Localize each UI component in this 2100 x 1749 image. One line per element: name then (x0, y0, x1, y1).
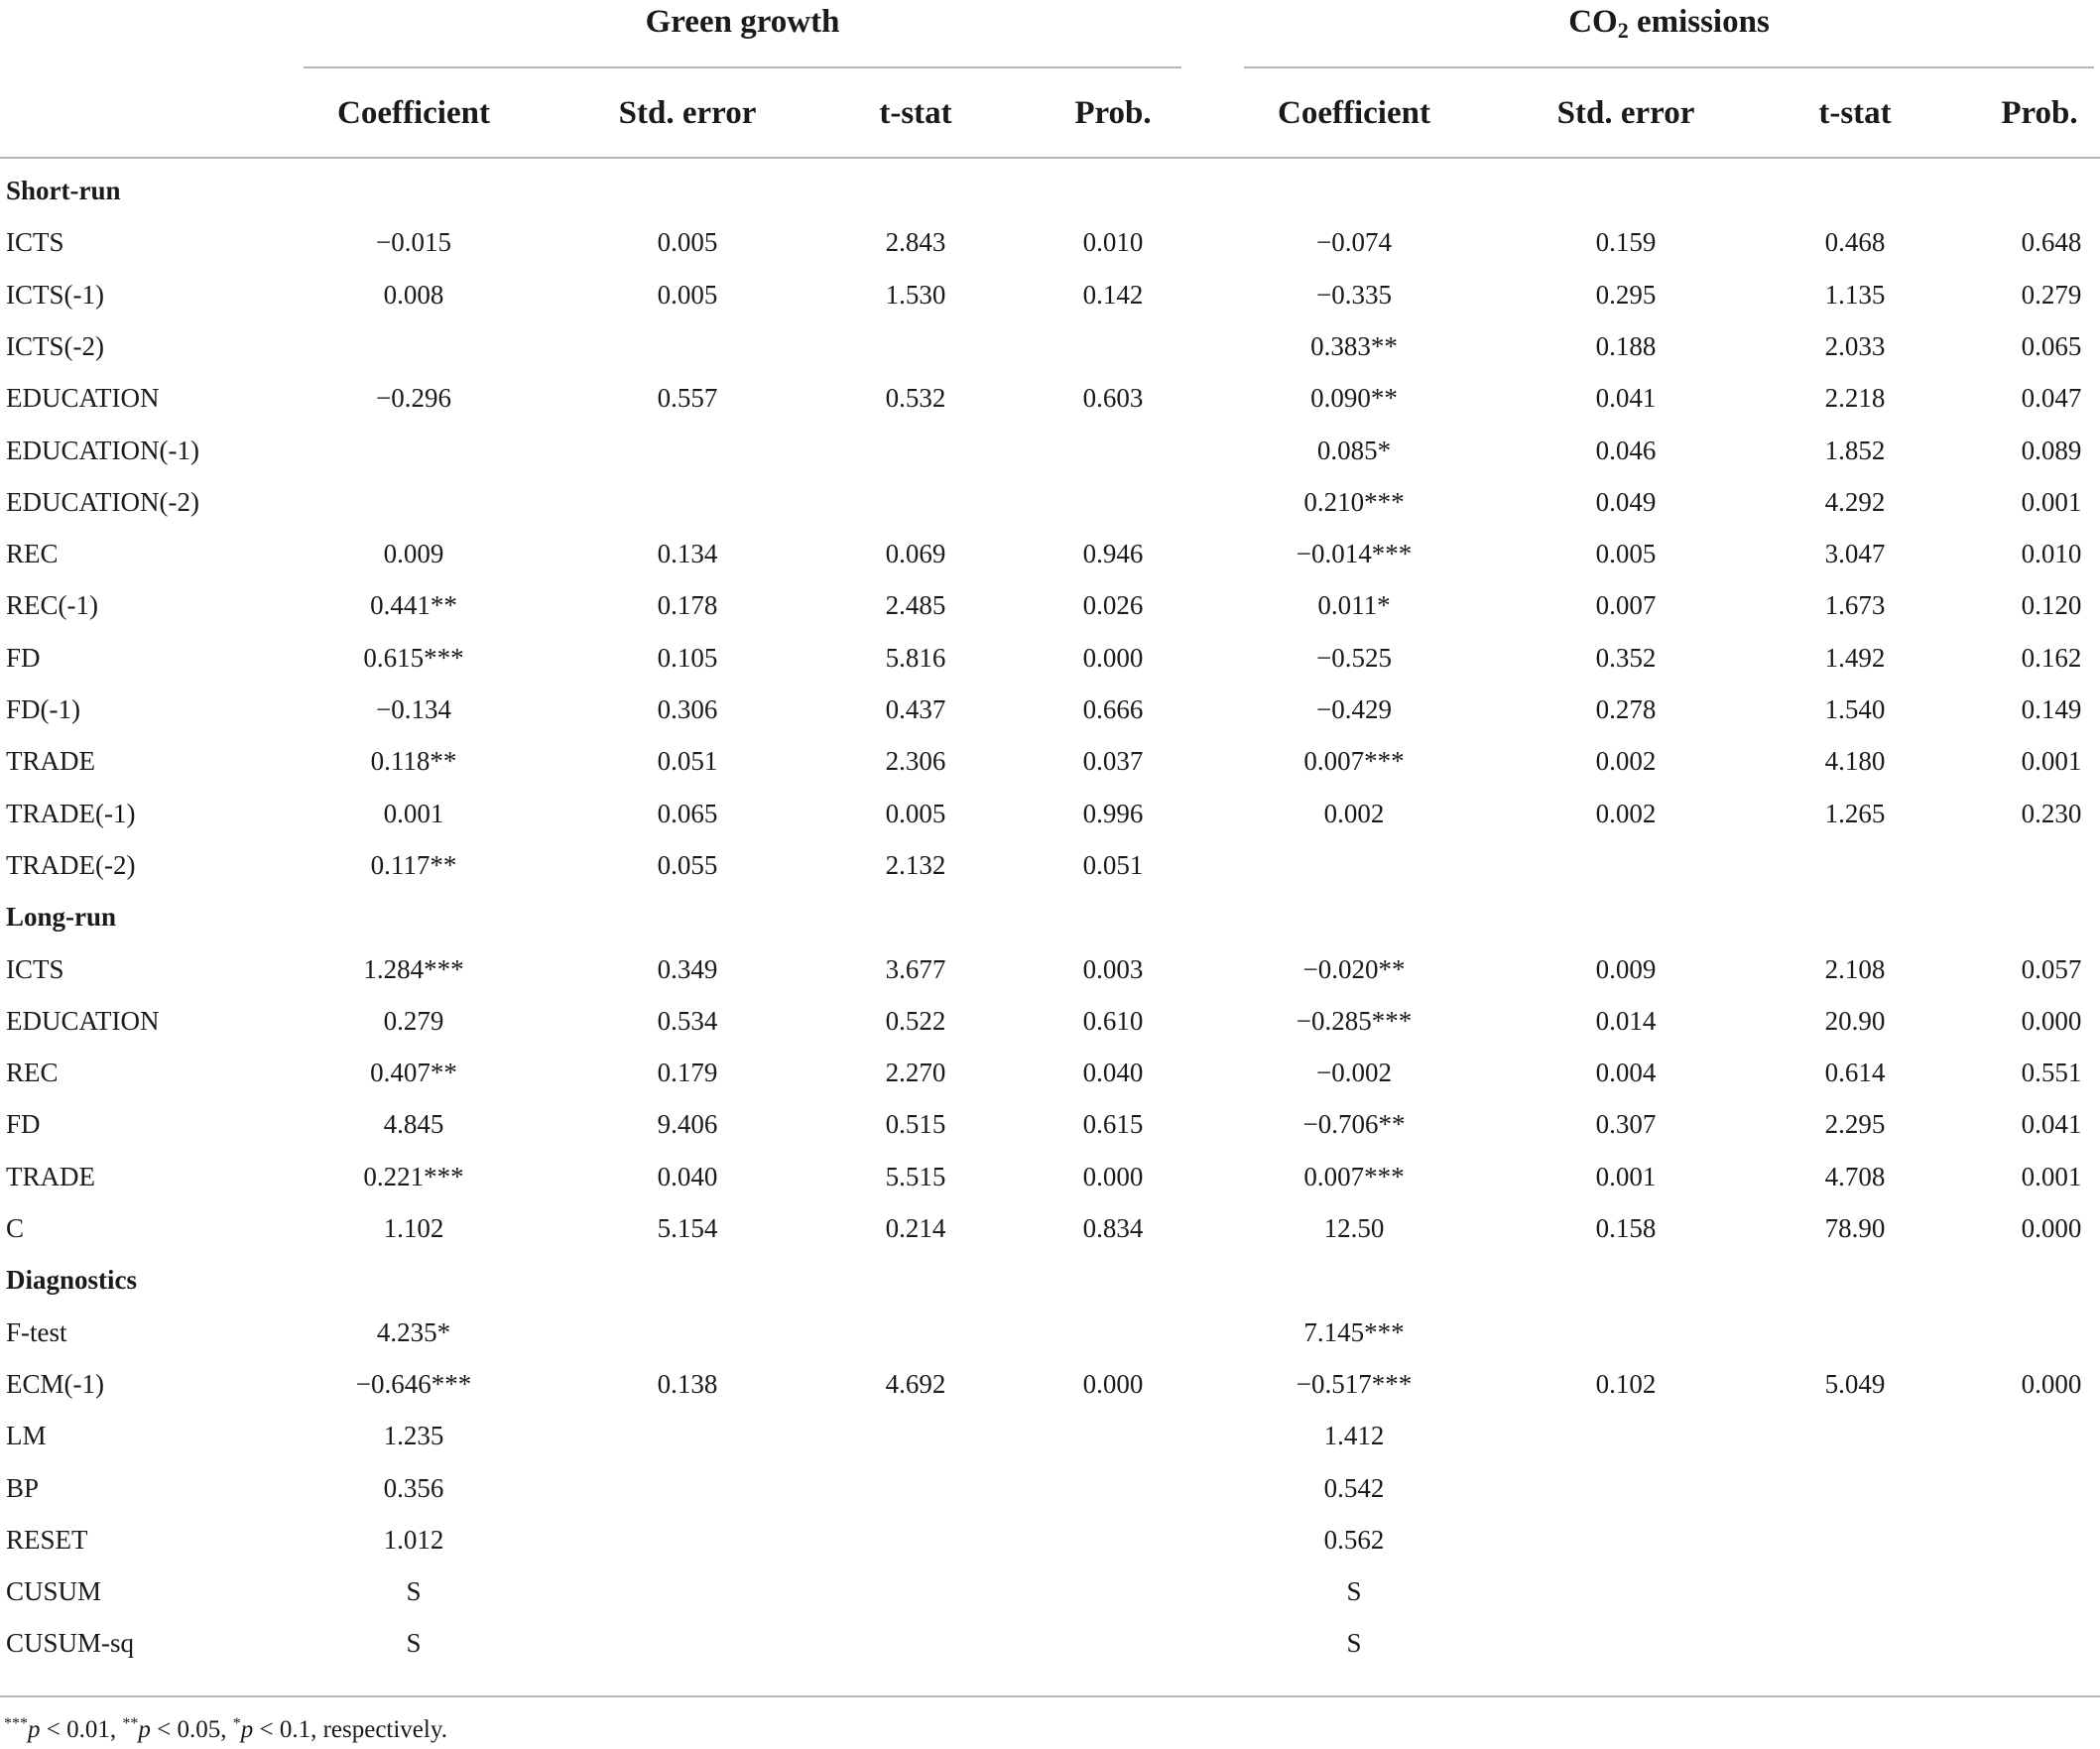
cell-std-error-co2: 0.307 (1595, 1109, 1657, 1140)
cell-std-error-co2: 0.005 (1595, 539, 1657, 569)
cell-t-stat-green: 0.437 (885, 694, 946, 724)
row-label: TRADE (6, 1161, 95, 1191)
cell-std-error-green: 0.306 (657, 694, 718, 724)
cell-prob-co2: 0.120 (2021, 590, 2082, 621)
table-row (0, 1157, 2100, 1196)
cell-t-stat-co2: 2.295 (1824, 1109, 1886, 1140)
cell-coefficient-green: 0.279 (383, 1005, 444, 1036)
bottom-rule (0, 1695, 2100, 1697)
cell-std-error-co2: 0.049 (1595, 486, 1657, 517)
cell-coefficient-green: S (406, 1628, 422, 1659)
cell-t-stat-co2: 1.135 (1824, 279, 1886, 310)
table-row (0, 1312, 2100, 1352)
cell-prob-green: 0.000 (1082, 642, 1144, 673)
section-row (0, 897, 2100, 937)
cell-std-error-co2: 0.295 (1595, 279, 1657, 310)
table-row (0, 585, 2100, 625)
cell-coefficient-co2: −0.706** (1302, 1109, 1406, 1140)
cell-coefficient-co2: 0.085* (1316, 435, 1392, 465)
cell-prob-green: 0.615 (1082, 1109, 1144, 1140)
group-title-green-growth: Green growth (645, 4, 840, 40)
cell-t-stat-green: 0.005 (885, 798, 946, 828)
cell-coefficient-co2: −0.074 (1316, 227, 1392, 258)
section-label: Long-run (6, 902, 117, 933)
co2-subscript: 2 (1617, 18, 1629, 43)
cell-coefficient-co2: 7.145*** (1303, 1316, 1405, 1347)
row-label: BP (6, 1472, 40, 1503)
row-label: F-test (6, 1316, 67, 1347)
cell-coefficient-green: 0.407** (370, 1058, 457, 1088)
cell-t-stat-green: 1.530 (885, 279, 946, 310)
cell-coefficient-co2: −0.517*** (1296, 1368, 1413, 1399)
cell-prob-green: 0.051 (1082, 849, 1144, 880)
cell-prob-co2: 0.149 (2021, 694, 2082, 724)
cell-t-stat-green: 2.132 (885, 849, 946, 880)
cell-coefficient-co2: 0.007*** (1303, 746, 1405, 777)
cell-coefficient-green: 4.235* (376, 1316, 451, 1347)
cell-t-stat-co2: 4.708 (1824, 1161, 1886, 1191)
row-label: REC(-1) (6, 590, 98, 621)
cell-coefficient-green: 0.001 (383, 798, 444, 828)
cell-coefficient-green: 1.102 (383, 1213, 444, 1243)
cell-prob-co2: 0.001 (2021, 486, 2082, 517)
cell-prob-green: 0.003 (1082, 953, 1144, 984)
row-label: EDUCATION(-1) (6, 435, 199, 465)
cell-t-stat-co2: 1.673 (1824, 590, 1886, 621)
cell-t-stat-green: 0.515 (885, 1109, 946, 1140)
cell-coefficient-co2: −0.429 (1316, 694, 1392, 724)
cell-t-stat-co2: 78.90 (1824, 1213, 1886, 1243)
row-label: RESET (6, 1524, 88, 1555)
table-row (0, 1520, 2100, 1560)
column-header-std-error-co2: Std. error (1556, 95, 1695, 131)
cell-std-error-co2: 0.002 (1595, 746, 1657, 777)
cell-prob-green: 0.666 (1082, 694, 1144, 724)
cell-coefficient-co2: 0.210*** (1303, 486, 1405, 517)
footnote-text-1: < 0.01, (40, 1716, 123, 1743)
table-row (0, 1104, 2100, 1144)
cell-prob-co2: 0.001 (2021, 1161, 2082, 1191)
cell-prob-co2: 0.065 (2021, 330, 2082, 361)
cell-prob-green: 0.603 (1082, 383, 1144, 414)
cell-std-error-co2: 0.009 (1595, 953, 1657, 984)
cell-std-error-green: 0.105 (657, 642, 718, 673)
cell-std-error-co2: 0.278 (1595, 694, 1657, 724)
table-row (0, 845, 2100, 885)
cell-coefficient-co2: −0.020** (1302, 953, 1406, 984)
cell-std-error-co2: 0.159 (1595, 227, 1657, 258)
cell-prob-green: 0.610 (1082, 1005, 1144, 1036)
row-label: ICTS (6, 227, 64, 258)
cell-t-stat-green: 3.677 (885, 953, 946, 984)
cell-coefficient-green: 0.117** (370, 849, 457, 880)
row-label: REC (6, 1058, 59, 1088)
cell-prob-co2: 0.047 (2021, 383, 2082, 414)
cell-std-error-co2: 0.014 (1595, 1005, 1657, 1036)
table-row (0, 1001, 2100, 1041)
cell-prob-co2: 0.041 (2021, 1109, 2082, 1140)
footnote-text-2: < 0.05, (150, 1716, 233, 1743)
cell-prob-co2: 0.551 (2021, 1058, 2082, 1088)
cell-std-error-co2: 0.041 (1595, 383, 1657, 414)
row-label: ECM(-1) (6, 1368, 104, 1399)
row-label: TRADE (6, 746, 95, 777)
table-row (0, 689, 2100, 729)
cell-t-stat-co2: 1.540 (1824, 694, 1886, 724)
cell-coefficient-green: 0.118** (370, 746, 457, 777)
cell-std-error-green: 0.055 (657, 849, 718, 880)
cell-t-stat-green: 5.515 (885, 1161, 946, 1191)
cell-std-error-green: 0.051 (657, 746, 718, 777)
cell-prob-green: 0.000 (1082, 1161, 1144, 1191)
row-label: EDUCATION(-2) (6, 486, 199, 517)
footnote-p: p (28, 1716, 41, 1743)
column-header-prob-co2: Prob. (2001, 95, 2078, 131)
footnote-p: p (240, 1716, 254, 1743)
cell-std-error-green: 0.065 (657, 798, 718, 828)
row-label: TRADE(-2) (6, 849, 136, 880)
section-row (0, 171, 2100, 210)
cell-coefficient-co2: S (1346, 1576, 1362, 1607)
row-label: FD (6, 1109, 41, 1140)
cell-prob-co2: 0.279 (2021, 279, 2082, 310)
cell-coefficient-co2: 0.007*** (1303, 1161, 1405, 1191)
column-header-coefficient-green: Coefficient (337, 95, 490, 131)
cell-coefficient-green: 0.356 (383, 1472, 444, 1503)
footnote-text-3: < 0.1, respectively. (253, 1716, 447, 1743)
table-row (0, 431, 2100, 470)
row-label: ICTS(-2) (6, 330, 104, 361)
cell-t-stat-co2: 3.047 (1824, 539, 1886, 569)
cell-coefficient-green: 0.615*** (363, 642, 464, 673)
cell-coefficient-green: 1.235 (383, 1421, 444, 1451)
cell-coefficient-green: 4.845 (383, 1109, 444, 1140)
cell-t-stat-green: 0.532 (885, 383, 946, 414)
table-row (0, 741, 2100, 781)
section-label: Short-run (6, 176, 121, 205)
cell-std-error-green: 0.040 (657, 1161, 718, 1191)
table-row (0, 949, 2100, 989)
cell-std-error-co2: 0.004 (1595, 1058, 1657, 1088)
cell-t-stat-co2: 4.292 (1824, 486, 1886, 517)
row-label: CUSUM-sq (6, 1628, 135, 1659)
column-header-t-stat-green: t-stat (879, 95, 952, 131)
cell-coefficient-co2: −0.525 (1316, 642, 1392, 673)
cell-prob-green: 0.026 (1082, 590, 1144, 621)
cell-std-error-green: 5.154 (657, 1213, 718, 1243)
cell-std-error-co2: 0.158 (1595, 1213, 1657, 1243)
cell-coefficient-green: −0.134 (376, 694, 451, 724)
cell-prob-green: 0.142 (1082, 279, 1144, 310)
row-label: ICTS (6, 953, 64, 984)
cell-std-error-co2: 0.352 (1595, 642, 1657, 673)
cell-std-error-co2: 0.102 (1595, 1368, 1657, 1399)
cell-t-stat-co2: 20.90 (1824, 1005, 1886, 1036)
cell-coefficient-co2: 12.50 (1323, 1213, 1385, 1243)
footnote-star-2: ** (122, 1715, 139, 1732)
cell-coefficient-co2: 0.090** (1310, 383, 1398, 414)
cell-prob-green: 0.010 (1082, 227, 1144, 258)
table-row (0, 275, 2100, 314)
cell-coefficient-green: 1.284*** (363, 953, 464, 984)
cell-prob-green: 0.834 (1082, 1213, 1144, 1243)
row-label: ICTS(-1) (6, 279, 104, 310)
table-row (0, 222, 2100, 262)
cell-prob-green: 0.037 (1082, 746, 1144, 777)
table-row (0, 1053, 2100, 1092)
section-row (0, 1260, 2100, 1300)
cell-coefficient-co2: 1.412 (1323, 1421, 1385, 1451)
cell-t-stat-green: 4.692 (885, 1368, 946, 1399)
table-row (0, 1364, 2100, 1404)
cell-t-stat-green: 2.270 (885, 1058, 946, 1088)
cell-coefficient-green: −0.646*** (355, 1368, 472, 1399)
cell-prob-co2: 0.010 (2021, 539, 2082, 569)
cell-coefficient-green: 0.221*** (363, 1161, 464, 1191)
table-row (0, 1468, 2100, 1508)
cell-t-stat-co2: 5.049 (1824, 1368, 1886, 1399)
cell-std-error-co2: 0.007 (1595, 590, 1657, 621)
table-row (0, 534, 2100, 573)
cell-prob-co2: 0.001 (2021, 746, 2082, 777)
footnote (4, 1712, 447, 1748)
footnote-star-1: * (232, 1715, 241, 1732)
cell-coefficient-co2: 0.011* (1317, 590, 1391, 621)
cell-std-error-green: 0.005 (657, 279, 718, 310)
table-row (0, 1571, 2100, 1611)
column-header-coefficient-co2: Coefficient (1278, 95, 1430, 131)
cell-prob-green: 0.996 (1082, 798, 1144, 828)
cell-t-stat-green: 0.069 (885, 539, 946, 569)
cell-t-stat-co2: 2.218 (1824, 383, 1886, 414)
cell-std-error-green: 0.178 (657, 590, 718, 621)
cell-t-stat-co2: 2.108 (1824, 953, 1886, 984)
table-row (0, 1208, 2100, 1248)
row-label: FD(-1) (6, 694, 80, 724)
cell-coefficient-green: S (406, 1576, 422, 1607)
column-header-prob-green: Prob. (1074, 95, 1152, 131)
cell-t-stat-green: 2.843 (885, 227, 946, 258)
row-label: REC (6, 539, 59, 569)
cell-coefficient-co2: 0.383** (1310, 330, 1398, 361)
row-label: EDUCATION (6, 383, 160, 414)
column-header-t-stat-co2: t-stat (1818, 95, 1892, 131)
cell-prob-co2: 0.089 (2021, 435, 2082, 465)
cell-prob-co2: 0.000 (2021, 1368, 2082, 1399)
table-row (0, 378, 2100, 418)
cell-coefficient-co2: S (1346, 1628, 1362, 1659)
table-row (0, 638, 2100, 678)
cell-std-error-co2: 0.002 (1595, 798, 1657, 828)
table-row (0, 482, 2100, 522)
cell-std-error-green: 0.179 (657, 1058, 718, 1088)
cell-prob-green: 0.946 (1082, 539, 1144, 569)
cell-coefficient-green: 0.441** (370, 590, 457, 621)
cell-prob-green: 0.040 (1082, 1058, 1144, 1088)
cell-coefficient-co2: −0.335 (1316, 279, 1392, 310)
cell-std-error-green: 0.005 (657, 227, 718, 258)
cell-std-error-green: 0.534 (657, 1005, 718, 1036)
cell-coefficient-green: 0.009 (383, 539, 444, 569)
cell-prob-co2: 0.230 (2021, 798, 2082, 828)
cell-std-error-co2: 0.001 (1595, 1161, 1657, 1191)
cell-coefficient-green: −0.296 (376, 383, 451, 414)
cell-prob-co2: 0.648 (2021, 227, 2082, 258)
table-row (0, 326, 2100, 366)
cell-coefficient-green: −0.015 (376, 227, 451, 258)
cell-t-stat-green: 2.306 (885, 746, 946, 777)
cell-prob-co2: 0.000 (2021, 1005, 2082, 1036)
cell-t-stat-green: 5.816 (885, 642, 946, 673)
row-label: TRADE(-1) (6, 798, 136, 828)
row-label: LM (6, 1421, 47, 1451)
co2-prefix: CO (1568, 4, 1618, 40)
cell-t-stat-co2: 1.492 (1824, 642, 1886, 673)
row-label: C (6, 1213, 25, 1243)
cell-t-stat-co2: 2.033 (1824, 330, 1886, 361)
cell-t-stat-green: 0.522 (885, 1005, 946, 1036)
cell-t-stat-co2: 0.614 (1824, 1058, 1886, 1088)
table-row (0, 1623, 2100, 1663)
footnote-star-3: *** (4, 1715, 28, 1732)
cell-prob-co2: 0.057 (2021, 953, 2082, 984)
cell-coefficient-co2: −0.285*** (1296, 1005, 1413, 1036)
row-label: EDUCATION (6, 1005, 160, 1036)
cell-std-error-green: 0.134 (657, 539, 718, 569)
cell-std-error-green: 0.138 (657, 1368, 718, 1399)
cell-prob-co2: 0.000 (2021, 1213, 2082, 1243)
cell-coefficient-green: 1.012 (383, 1524, 444, 1555)
cell-std-error-co2: 0.046 (1595, 435, 1657, 465)
co2-suffix: emissions (1628, 4, 1770, 40)
cell-t-stat-co2: 0.468 (1824, 227, 1886, 258)
cell-t-stat-green: 0.214 (885, 1213, 946, 1243)
column-header-std-error-green: Std. error (618, 95, 757, 131)
cell-std-error-co2: 0.188 (1595, 330, 1657, 361)
row-label: CUSUM (6, 1576, 102, 1607)
cell-std-error-green: 0.349 (657, 953, 718, 984)
table-row (0, 794, 2100, 833)
cell-coefficient-co2: 0.542 (1323, 1472, 1385, 1503)
cell-coefficient-co2: 0.002 (1323, 798, 1385, 828)
cell-t-stat-green: 2.485 (885, 590, 946, 621)
footnote-p: p (138, 1716, 151, 1743)
cell-std-error-green: 9.406 (657, 1109, 718, 1140)
cell-coefficient-co2: −0.002 (1316, 1058, 1392, 1088)
cell-coefficient-co2: −0.014*** (1296, 539, 1413, 569)
cell-coefficient-co2: 0.562 (1323, 1524, 1385, 1555)
table-row (0, 1416, 2100, 1455)
cell-prob-green: 0.000 (1082, 1368, 1144, 1399)
section-label: Diagnostics (6, 1265, 138, 1296)
cell-std-error-green: 0.557 (657, 383, 718, 414)
cell-coefficient-green: 0.008 (383, 279, 444, 310)
cell-t-stat-co2: 1.852 (1824, 435, 1886, 465)
row-label: FD (6, 642, 41, 673)
cell-prob-co2: 0.162 (2021, 642, 2082, 673)
cell-t-stat-co2: 1.265 (1824, 798, 1886, 828)
cell-t-stat-co2: 4.180 (1824, 746, 1886, 777)
